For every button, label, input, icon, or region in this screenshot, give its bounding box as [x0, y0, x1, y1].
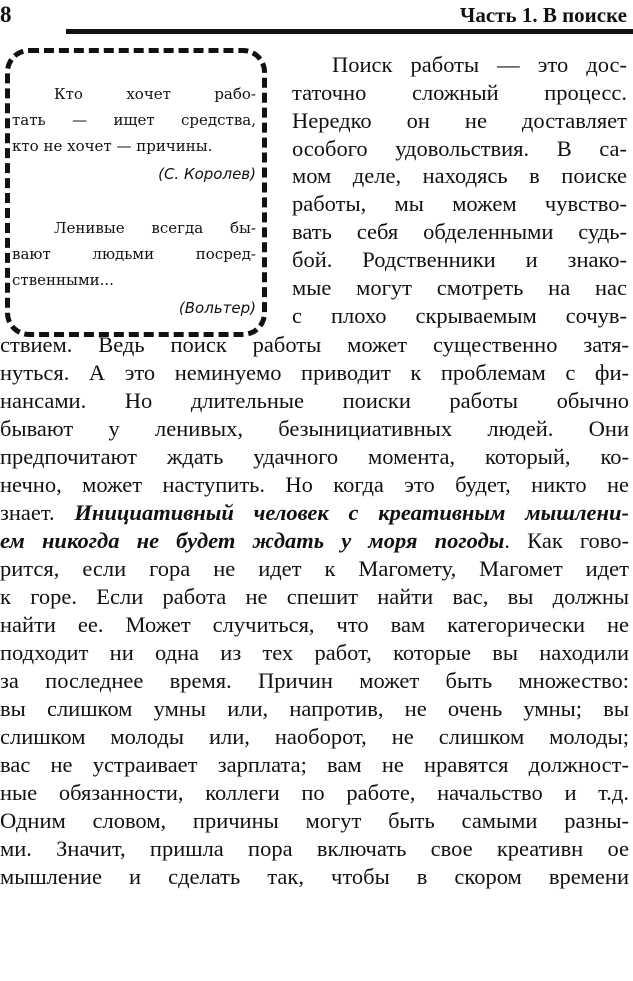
- text-line: к горе. Если работа не спешит найти вас, вы должны: [0, 584, 629, 609]
- running-head: Часть 1. В поиске: [459, 3, 627, 27]
- text-line: с плохо скрываемым сочув-: [292, 303, 627, 328]
- text-line: мышление и сделать так, чтобы в скором времени: [0, 864, 629, 889]
- text-line: слишком молоды или, наоборот, не слишком молоды;: [0, 724, 629, 749]
- text-line: вать себя обделенными судь-: [292, 219, 627, 244]
- text-line: бывают у ленивых, безынициативных людей. Они: [0, 416, 629, 441]
- quote-author-korolev: (С. Королев): [158, 165, 256, 183]
- epigraph-box: [5, 48, 267, 337]
- text-line: ствием. Ведь поиск работы может существенно затя-: [0, 332, 629, 357]
- text-line: вы слишком умны или, напротив, не очень умны; вы: [0, 696, 629, 721]
- text-line: мые могут смотреть на нас: [292, 275, 627, 300]
- epigraph-quote-voltaire: [12, 215, 256, 293]
- text-line: за последнее время. Причин может быть множество:: [0, 668, 629, 693]
- text-line: [0, 499, 629, 527]
- quote-line: кто не хочет — причины.: [12, 137, 213, 155]
- text-line: нуться. А это неминуемо приводит к проблемам с фи-: [0, 360, 629, 385]
- text-line: подходит ни одна из тех работ, которые вы находили: [0, 640, 629, 665]
- text-line: таточно сложный процесс.: [292, 80, 627, 105]
- epigraph-quote-korolev: [12, 81, 256, 159]
- text-run: знает.: [0, 500, 75, 525]
- text-line: бой. Родственники и знако-: [292, 247, 627, 272]
- quote-author-voltaire: (Вольтер): [178, 299, 256, 317]
- emphasis-run: ем никогда не будет ждать у моря погоды: [0, 528, 505, 553]
- text-line: ми. Значит, пришла пора включать свое креативн ое: [0, 836, 629, 861]
- text-line: мом деле, находясь в поиске: [292, 163, 627, 188]
- quote-line: Кто хочет рабо-: [54, 85, 256, 103]
- text-line: Нередко он не доставляет: [292, 108, 627, 133]
- text-line: ные обязанности, коллеги по работе, начальство и т.д.: [0, 780, 629, 805]
- header-rule: [66, 29, 633, 34]
- text-line: Поиск работы — это дос-: [332, 52, 627, 77]
- text-line: работы, мы можем чувство-: [292, 191, 627, 216]
- quote-line: Ленивые всегда бы-: [54, 219, 256, 237]
- text-line: особого удовольствия. В са-: [292, 136, 627, 161]
- text-line: нансами. Но длительные поиски работы обычно: [0, 388, 629, 413]
- text-line: Одним словом, причины могут быть самыми разны-: [0, 808, 629, 833]
- text-line: нечно, может наступить. Но когда это будет, никто не: [0, 472, 629, 497]
- text-line: рится, если гора не идет к Магомету, Магомет идет: [0, 556, 629, 581]
- text-line: [0, 527, 629, 555]
- text-line: предпочитают ждать удачного момента, который, ко-: [0, 444, 629, 469]
- text-line: найти ее. Может случиться, что вам категорически не: [0, 612, 629, 637]
- page-number: 8: [0, 2, 12, 27]
- quote-line: ственными...: [12, 271, 114, 289]
- text-run: . Как гово-: [504, 528, 630, 553]
- quote-line: вают людьми посред-: [12, 245, 256, 263]
- text-line: вас не устраивает зарплата; вам не нравятся должност-: [0, 752, 629, 777]
- quote-line: тать — ищет средства,: [12, 111, 256, 129]
- emphasis-run: Инициативный человек с креативным мышлени-: [74, 500, 629, 525]
